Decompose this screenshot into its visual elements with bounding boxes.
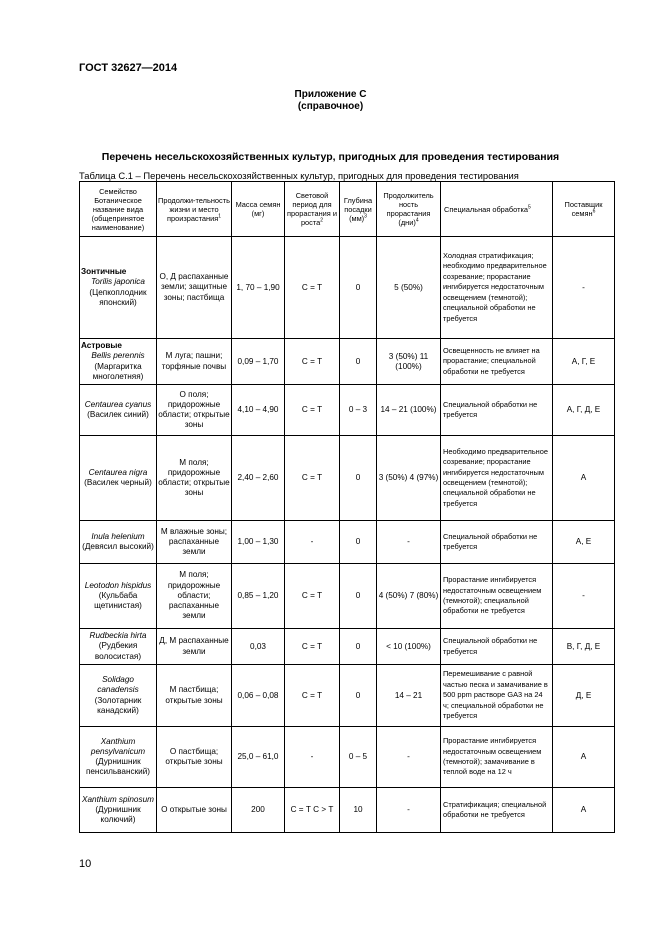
supplier-cell: - <box>553 564 615 629</box>
germination-cell: 4 (50%) 7 (80%) <box>377 564 441 629</box>
table-row <box>80 339 615 385</box>
common-name: (Кульбаба щетинистая) <box>94 590 142 611</box>
treatment-cell: Необходимо предварительное созревание; прорастание ингибируется недостаточным освещением (темнотой); специальной обработки не требуется <box>441 436 553 521</box>
table-row <box>80 436 615 521</box>
column-header: Семейство Ботаническое название вида (общепринятое наименование) <box>80 182 157 237</box>
table-caption: Таблица С.1 – Перечень несельскохозяйственных культур, пригодных для проведения тестирования <box>79 170 519 181</box>
planting-depth-cell: 0 – 3 <box>340 385 377 436</box>
column-header: Поставщик семян$^6$ <box>553 182 615 237</box>
seed-mass-cell: 1,00 – 1,30 <box>232 521 285 564</box>
appendix-subtitle: (справочное) <box>297 101 364 112</box>
species-cell <box>80 339 157 385</box>
column-header: Световой период для прорастания и роста$^2$ <box>285 182 340 237</box>
treatment-cell: Прорастание ингибируется недостаточным освещением (темнотой); замачивание в теплой воде на 12 ч <box>441 727 553 788</box>
treatment-cell: Специальной обработки не требуется <box>441 385 553 436</box>
common-name: (Девясил высокий) <box>82 542 154 551</box>
species-cell <box>80 237 157 339</box>
column-header: Продолжи-тельность жизни и место произрастания$^1$ <box>157 182 232 237</box>
treatment-cell: Прорастание ингибируется недостаточным освещением (темнотой); специальной обработки не требуется <box>441 564 553 629</box>
species-cell <box>80 564 157 629</box>
light-period-cell: С = Т <box>285 237 340 339</box>
germination-cell: - <box>377 521 441 564</box>
table-row <box>80 788 615 833</box>
common-name: (Дурнишник колючий) <box>95 804 141 825</box>
appendix-title: Приложение С <box>294 89 367 100</box>
species-cell <box>80 629 157 665</box>
latin-name: Leotodon hispidus <box>84 580 152 590</box>
seed-mass-cell: 1, 70 – 1,90 <box>232 237 285 339</box>
species-cell <box>80 665 157 727</box>
lifespan-cell: О, Д распаханные земли; защитные зоны; пастбища <box>157 237 232 339</box>
germination-cell: 14 – 21 <box>377 665 441 727</box>
seed-mass-cell: 0,03 <box>232 629 285 665</box>
latin-name: Xanthium pensylvanicum <box>90 736 146 756</box>
seed-mass-cell: 25,0 – 61,0 <box>232 727 285 788</box>
latin-name: Bellis perennis <box>91 351 145 361</box>
treatment-cell: Специальной обработки не требуется <box>441 521 553 564</box>
planting-depth-cell: 0 <box>340 665 377 727</box>
supplier-cell: В, Г, Д, Е <box>553 629 615 665</box>
supplier-cell: - <box>553 237 615 339</box>
light-period-cell: - <box>285 727 340 788</box>
common-name: (Василек синий) <box>87 410 149 419</box>
light-period-cell: С = Т <box>285 385 340 436</box>
supplier-cell: А, Г, Е <box>553 339 615 385</box>
lifespan-cell: М поля; придорожные области; открытые зоны <box>157 436 232 521</box>
supplier-cell: А <box>553 788 615 833</box>
column-header: Глубина посадки (мм)$^3$ <box>340 182 377 237</box>
lifespan-cell: Д, М распаханные земли <box>157 629 232 665</box>
latin-name: Centaurea nigra <box>88 467 148 477</box>
planting-depth-cell: 0 <box>340 339 377 385</box>
planting-depth-cell: 0 – 5 <box>340 727 377 788</box>
supplier-cell: А, Е <box>553 521 615 564</box>
light-period-cell: С = Т <box>285 665 340 727</box>
planting-depth-cell: 0 <box>340 521 377 564</box>
column-header: Продолжитель ность прорастания (дни)$^4$ <box>377 182 441 237</box>
common-name: (Дурнишник пенсильванский) <box>85 757 151 777</box>
germination-cell: 14 – 21 (100%) <box>377 385 441 436</box>
supplier-cell: А, Г, Д, Е <box>553 385 615 436</box>
latin-name: Inula helenium <box>91 531 145 541</box>
seed-mass-cell: 0,06 – 0,08 <box>232 665 285 727</box>
light-period-cell: С = Т <box>285 339 340 385</box>
species-cell <box>80 385 157 436</box>
species-cell <box>80 436 157 521</box>
lifespan-cell: О открытые зоны <box>157 788 232 833</box>
planting-depth-cell: 0 <box>340 436 377 521</box>
page-number: 10 <box>79 858 92 870</box>
germination-cell: - <box>377 727 441 788</box>
light-period-cell: С = Т <box>285 436 340 521</box>
family-name: Астровые <box>81 341 122 351</box>
latin-name: Torilis japonica <box>91 277 145 287</box>
planting-depth-cell: 0 <box>340 629 377 665</box>
seed-mass-cell: 200 <box>232 788 285 833</box>
common-name: (Золотарник канадский) <box>94 695 142 715</box>
lifespan-cell: О пастбища; открытые зоны <box>157 727 232 788</box>
table-row <box>80 237 615 339</box>
common-name: (Маргаритка многолетняя) <box>92 361 144 381</box>
latin-name: Xanthium spinosum <box>82 794 154 804</box>
treatment-cell: Освещенность не влияет на прорастание; специальной обработки не требуется <box>441 339 553 385</box>
germination-cell: - <box>377 788 441 833</box>
table-row <box>80 665 615 727</box>
common-name: (Цепкоплодник японский) <box>89 287 147 307</box>
table-row <box>80 629 615 665</box>
lifespan-cell: М луга; пашни; торфяные почвы <box>157 339 232 385</box>
treatment-cell: Холодная стратификация; необходимо предварительное созревание; прорастание ингибируется недостаточным освещением (темнотой); специальной обработки не требуется <box>441 237 553 339</box>
latin-name: Rudbeckia hirta <box>89 631 147 641</box>
seed-mass-cell: 0,09 – 1,70 <box>232 339 285 385</box>
table-header-row <box>80 182 615 237</box>
germination-cell: 3 (50%) 11 (100%) <box>377 339 441 385</box>
latin-name: Centaurea cyanus <box>84 399 152 409</box>
planting-depth-cell: 10 <box>340 788 377 833</box>
lifespan-cell: О поля; придорожные области; открытые зоны <box>157 385 232 436</box>
light-period-cell: С = Т С > Т <box>285 788 340 833</box>
section-heading: Перечень несельскохозяйственных культур, пригодных для проведения тестирования <box>101 151 560 163</box>
lifespan-cell: М влажные зоны; распаханные земли <box>157 521 232 564</box>
species-cell <box>80 521 157 564</box>
light-period-cell: С = Т <box>285 564 340 629</box>
treatment-cell: Специальной обработки не требуется <box>441 629 553 665</box>
common-name: (Василек черный) <box>84 478 152 487</box>
supplier-cell: А <box>553 727 615 788</box>
light-period-cell: С = Т <box>285 629 340 665</box>
germination-cell: 3 (50%) 4 (97%) <box>377 436 441 521</box>
seed-mass-cell: 2,40 – 2,60 <box>232 436 285 521</box>
table-row <box>80 385 615 436</box>
planting-depth-cell: 0 <box>340 564 377 629</box>
treatment-cell: Перемешивание с равной частью песка и замачивание в 500 ppm растворе GA3 на 24 ч; специальной обработки не требуется <box>441 665 553 727</box>
germination-cell: < 10 (100%) <box>377 629 441 665</box>
lifespan-cell: М поля; придорожные области; распаханные земли <box>157 564 232 629</box>
planting-depth-cell: 0 <box>340 237 377 339</box>
crops-table <box>79 181 615 833</box>
seed-mass-cell: 0,85 – 1,20 <box>232 564 285 629</box>
table-row <box>80 521 615 564</box>
germination-cell: 5 (50%) <box>377 237 441 339</box>
table-row <box>80 727 615 788</box>
species-cell <box>80 727 157 788</box>
species-cell <box>80 788 157 833</box>
supplier-cell: Д, Е <box>553 665 615 727</box>
treatment-cell: Стратификация; специальной обработки не требуется <box>441 788 553 833</box>
column-header: Специальная обработка$^5$ <box>441 182 553 237</box>
family-name: Зонтичные <box>81 267 127 277</box>
light-period-cell: - <box>285 521 340 564</box>
latin-name: Solidago canadensis <box>97 675 139 695</box>
seed-mass-cell: 4,10 – 4,90 <box>232 385 285 436</box>
table-row <box>80 564 615 629</box>
lifespan-cell: М пастбища; открытые зоны <box>157 665 232 727</box>
document-header: ГОСТ 32627—2014 <box>79 62 178 74</box>
common-name: (Рудбекия волосистая) <box>94 641 142 661</box>
supplier-cell: А <box>553 436 615 521</box>
column-header: Масса семян (мг) <box>232 182 285 237</box>
